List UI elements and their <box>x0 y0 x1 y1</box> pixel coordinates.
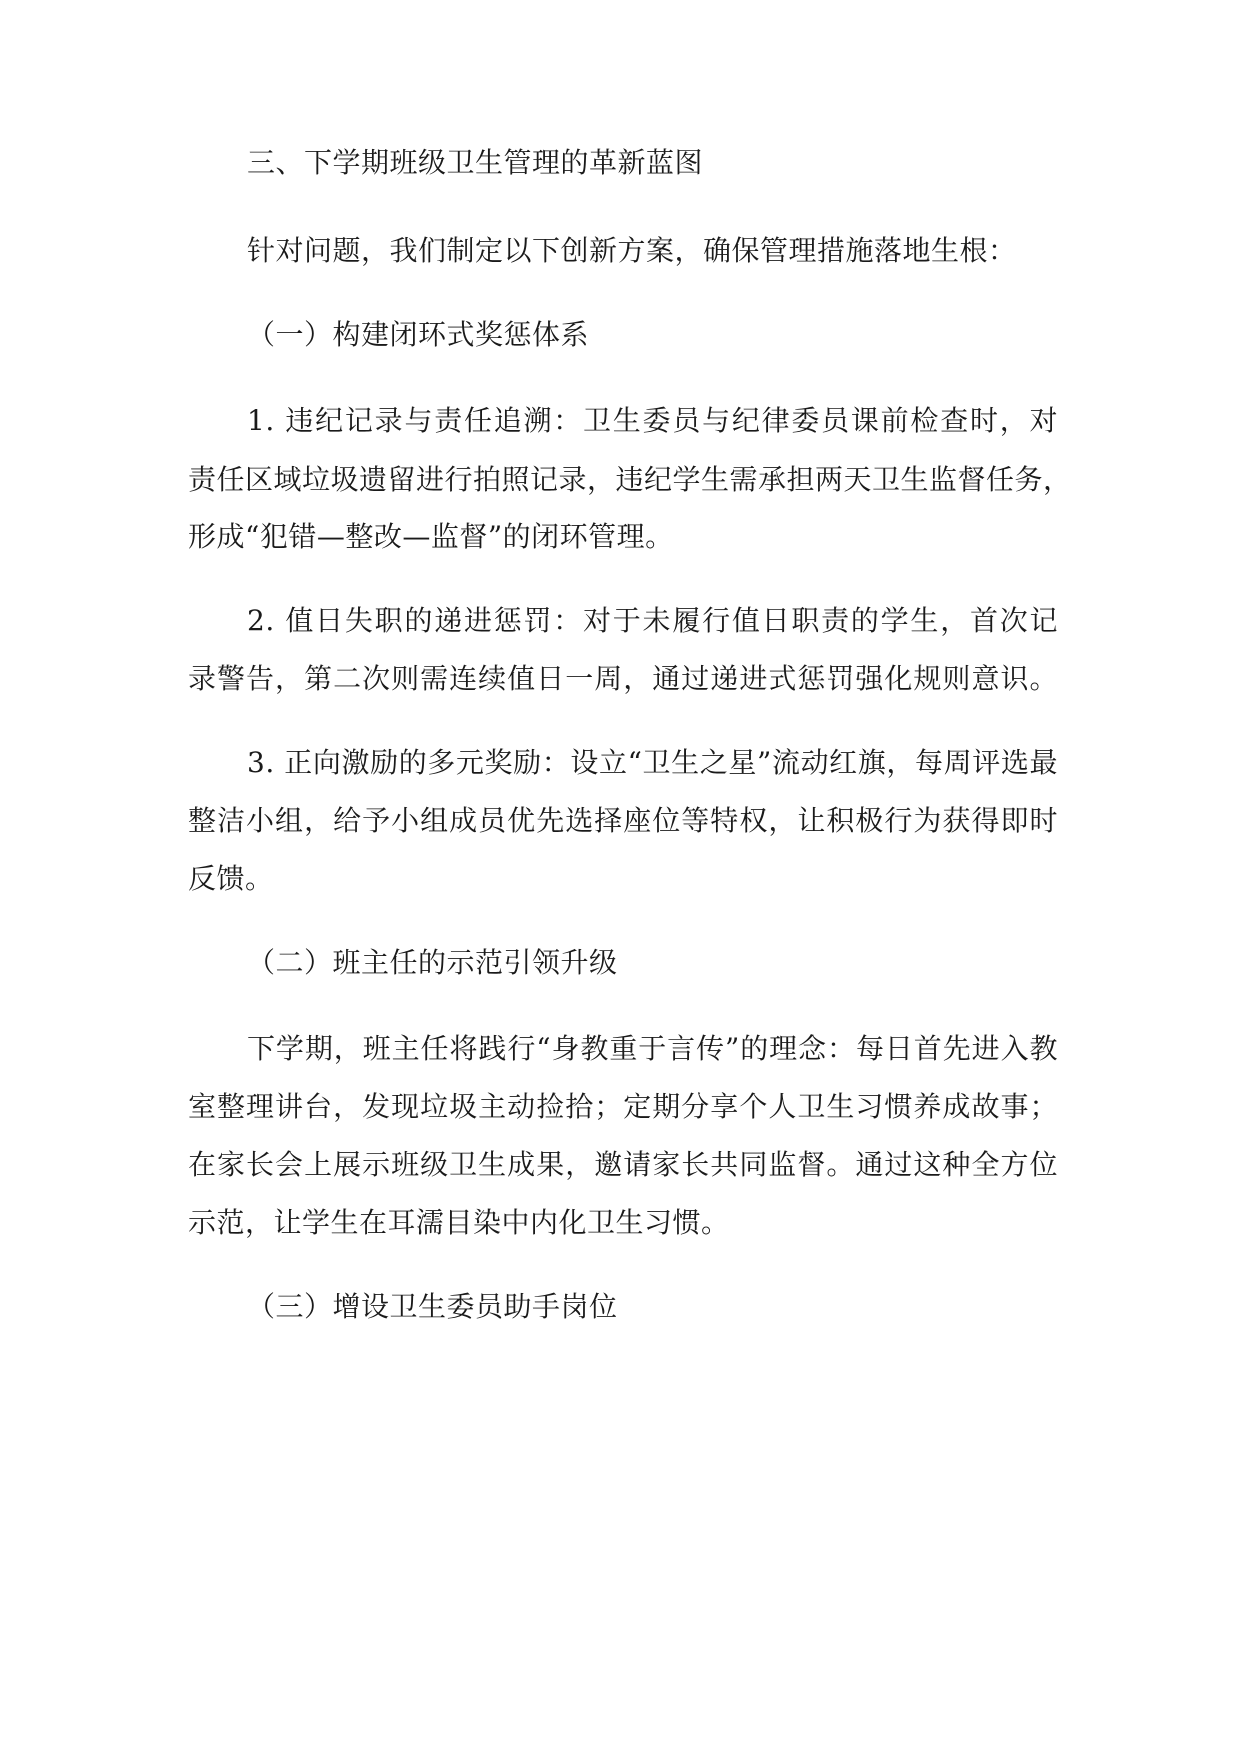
section-title: 三、下学期班级卫生管理的革新蓝图 <box>247 146 704 179</box>
subsection-heading-2: （二）班主任的示范引领升级 <box>247 946 618 979</box>
paragraph-line-1: 下学期，班主任将践行“身教重于言传”的理念：每日首先进入教 <box>247 1032 1058 1065</box>
paragraph-line-4: 示范，让学生在耳濡目染中内化卫生习惯。 <box>188 1206 730 1239</box>
item-1-line-2: 责任区域垃圾遗留进行拍照记录，违纪学生需承担两天卫生监督任务， <box>188 463 1072 496</box>
paragraph-line-3: 在家长会上展示班级卫生成果，邀请家长共同监督。通过这种全方位 <box>188 1148 1058 1181</box>
subsection-heading-1: （一）构建闭环式奖惩体系 <box>247 318 590 351</box>
paragraph-line-2: 室整理讲台，发现垃圾主动捡拾；定期分享个人卫生习惯养成故事； <box>188 1090 1058 1123</box>
subsection-heading-3: （三）增设卫生委员助手岗位 <box>247 1290 618 1323</box>
item-3-line-2: 整洁小组，给予小组成员优先选择座位等特权，让积极行为获得即时 <box>188 804 1058 837</box>
item-1-line-3: 形成“犯错—整改—监督”的闭环管理。 <box>188 520 674 553</box>
item-3-line-1: 3. 正向激励的多元奖励：设立“卫生之星”流动红旗，每周评选最 <box>247 746 1058 779</box>
intro-paragraph: 针对问题，我们制定以下创新方案，确保管理措施落地生根： <box>247 234 1017 267</box>
item-2-line-1: 2. 值日失职的递进惩罚：对于未履行值日职责的学生，首次记 <box>247 604 1058 637</box>
item-2-line-2: 录警告，第二次则需连续值日一周，通过递进式惩罚强化规则意识。 <box>188 662 1058 695</box>
item-3-line-3: 反馈。 <box>188 862 274 895</box>
item-1-line-1: 1. 违纪记录与责任追溯：卫生委员与纪律委员课前检查时，对 <box>247 404 1058 437</box>
